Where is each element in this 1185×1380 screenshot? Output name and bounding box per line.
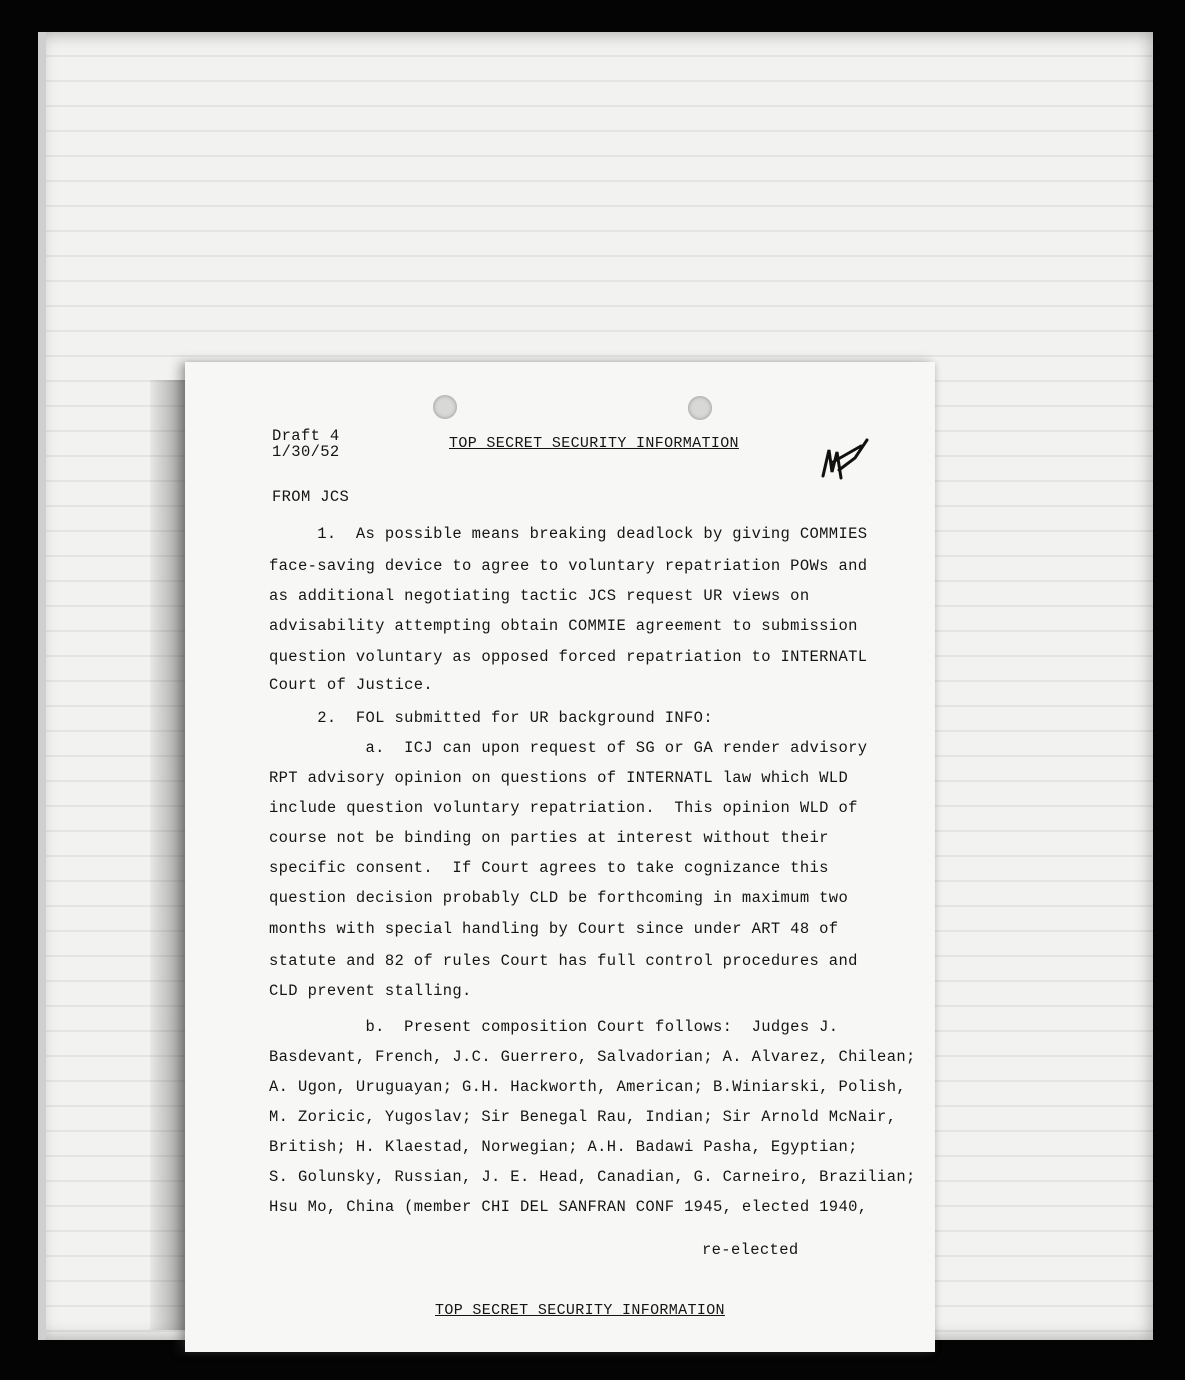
memo-page [185,362,935,1352]
initials-mark [815,432,875,492]
body-line: include question voluntary repatriation. This opinion WLD of [269,799,858,817]
classification-top: TOP SECRET SECURITY INFORMATION [449,435,739,452]
body-line: Basdevant, French, J.C. Guerrero, Salvadorian; A. Alvarez, Chilean; [269,1048,916,1066]
page-shadow [150,380,190,1330]
body-line: statute and 82 of rules Court has full control procedures and [269,952,858,970]
body-line: as additional negotiating tactic JCS request UR views on [269,587,810,605]
body-line: face-saving device to agree to voluntary repatriation POWs and [269,557,868,575]
body-line: British; H. Klaestad, Norwegian; A.H. Badawi Pasha, Egyptian; [269,1138,858,1156]
body-line: M. Zoricic, Yugoslav; Sir Benegal Rau, Indian; Sir Arnold McNair, [269,1108,897,1126]
body-line: S. Golunsky, Russian, J. E. Head, Canadian, G. Carneiro, Brazilian; [269,1168,916,1186]
body-line: b. Present composition Court follows: Judges J. [269,1018,839,1036]
continuation-word: re-elected [702,1241,799,1259]
body-line: months with special handling by Court since under ART 48 of [269,920,839,938]
body-line: 1. As possible means breaking deadlock by giving COMMIES [269,525,868,543]
body-line: RPT advisory opinion on questions of INTERNATL law which WLD [269,769,849,787]
body-line: question voluntary as opposed forced repatriation to INTERNATL [269,648,868,666]
body-line: Court of Justice. [269,676,434,694]
draft-date: 1/30/52 [272,443,340,461]
body-line: 2. FOL submitted for UR background INFO: [269,709,713,727]
punch-hole [433,395,457,419]
punch-hole [688,396,712,420]
body-line: Hsu Mo, China (member CHI DEL SANFRAN CONF 1945, elected 1940, [269,1198,868,1216]
draft-number: Draft 4 [272,427,340,445]
body-line: advisability attempting obtain COMMIE agreement to submission [269,617,858,635]
sheet-edge [38,32,46,1340]
body-line: a. ICJ can upon request of SG or GA render advisory [269,739,868,757]
classification-bottom: TOP SECRET SECURITY INFORMATION [435,1302,725,1319]
from-line: FROM JCS [272,488,350,506]
body-line: course not be binding on parties at interest without their [269,829,829,847]
body-line: specific consent. If Court agrees to take cognizance this [269,859,829,877]
body-line: A. Ugon, Uruguayan; G.H. Hackworth, American; B.Winiarski, Polish, [269,1078,906,1096]
body-line: CLD prevent stalling. [269,982,472,1000]
body-line: question decision probably CLD be forthcoming in maximum two [269,889,849,907]
